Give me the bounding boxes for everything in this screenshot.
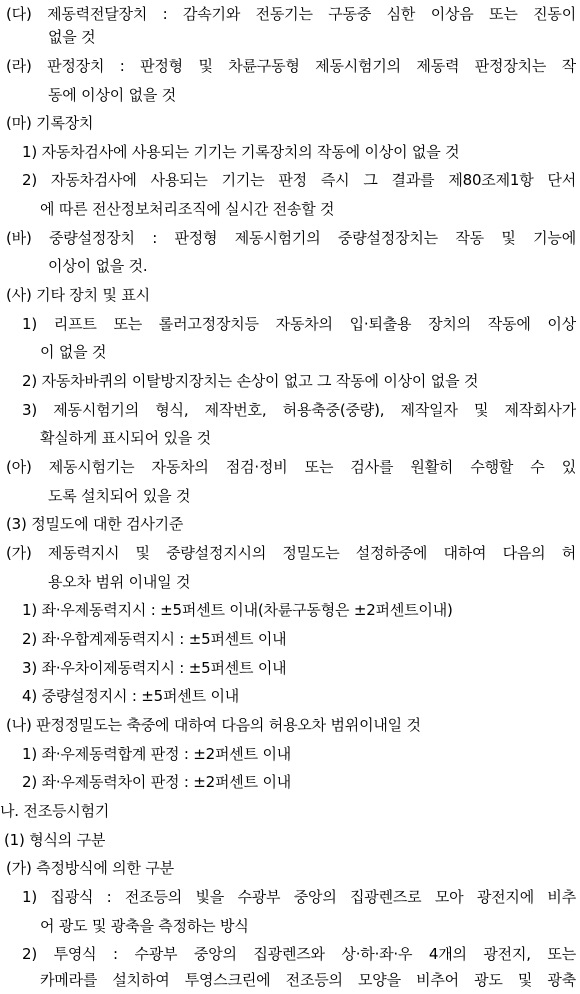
text-line: 2) 자동차바퀴의 이탈방지장치는 손상이 없고 그 작동에 이상이 없을 것	[22, 372, 479, 390]
text-line: 3) 좌·우차이제동력지시 : ±5퍼센트 이내	[22, 659, 287, 677]
text-line: 없을 것	[48, 28, 96, 46]
text-line: 이상이 없을 것.	[48, 257, 148, 275]
text-line: 1) 자동차검사에 사용되는 기기는 기록장치의 작동에 이상이 없을 것	[22, 143, 460, 161]
text-line: 용오차 범위 이내일 것	[48, 573, 191, 591]
text-line: 4) 중량설정지시 : ±5퍼센트 이내	[22, 687, 240, 705]
text-line: 동에 이상이 없을 것	[48, 86, 177, 104]
text-line: 2) 투영식 : 수광부 중앙의 집광렌즈와 상·하·좌·우 4개의 광전지, 또는	[22, 945, 576, 963]
text-line: 나. 전조등시험기	[0, 802, 110, 820]
text-line: 2) 좌·우합계제동력지시 : ±5퍼센트 이내	[22, 630, 287, 648]
text-line: (1) 형식의 구분	[4, 831, 106, 849]
text-line: 2) 좌·우제동력차이 판정 : ±2퍼센트 이내	[22, 773, 292, 791]
text-line: (바) 중량설정장치 : 판정형 제동시험기의 중량설정장치는 작동 및 기능에	[6, 229, 576, 247]
text-line: 도록 설치되어 있을 것	[48, 487, 191, 505]
text-line: (다) 제동력전달장치 : 감속기와 전동기는 구동중 심한 이상음 또는 진동이	[6, 5, 576, 23]
text-line: 1) 좌·우제동력합계 판정 : ±2퍼센트 이내	[22, 745, 292, 763]
text-line: 1) 집광식 : 전조등의 빛을 수광부 중앙의 집광렌즈로 모아 광전지에 비추	[22, 888, 576, 906]
text-line: 어 광도 및 광축을 측정하는 방식	[40, 917, 249, 935]
text-line: (사) 기타 장치 및 표시	[6, 286, 150, 304]
text-line: (3) 정밀도에 대한 검사기준	[6, 515, 184, 533]
text-line: (마) 기록장치	[6, 114, 94, 132]
text-line: (나) 판정정밀도는 축중에 대하여 다음의 허용오차 범위이내일 것	[6, 716, 421, 734]
text-line: 에 따른 전산정보처리조직에 실시간 전송할 것	[40, 200, 335, 218]
text-line: 이 없을 것	[40, 343, 107, 361]
text-line: (가) 제동력지시 및 중량설정지시의 정밀도는 설정하중에 대하여 다음의 허	[6, 544, 576, 562]
text-line: (아) 제동시험기는 자동차의 점검·정비 또는 검사를 원활히 수행할 수 있	[6, 458, 576, 476]
text-line: (라) 판정장치 : 판정형 및 차륜구동형 제동시험기의 제동력 판정장치는 작	[6, 57, 576, 75]
text-line: 1) 좌·우제동력지시 : ±5퍼센트 이내(차륜구동형은 ±2퍼센트이내)	[22, 601, 453, 619]
text-line: 3) 제동시험기의 형식, 제작번호, 허용축중(중량), 제작일자 및 제작회사가	[22, 401, 576, 419]
text-line: 2) 자동차검사에 사용되는 기기는 판정 즉시 그 결과를 제80조제1항 단서	[22, 171, 576, 189]
text-line: 1) 리프트 또는 롤러고정장치등 자동차의 입·퇴출용 장치의 작동에 이상	[22, 315, 576, 333]
text-line: (가) 측정방식에 의한 구분	[6, 859, 174, 877]
text-line: 확실하게 표시되어 있을 것	[40, 429, 211, 447]
text-line: 카메라를 설치하여 투영스크린에 전조등의 모양을 비추어 광도 및 광축	[40, 971, 576, 989]
